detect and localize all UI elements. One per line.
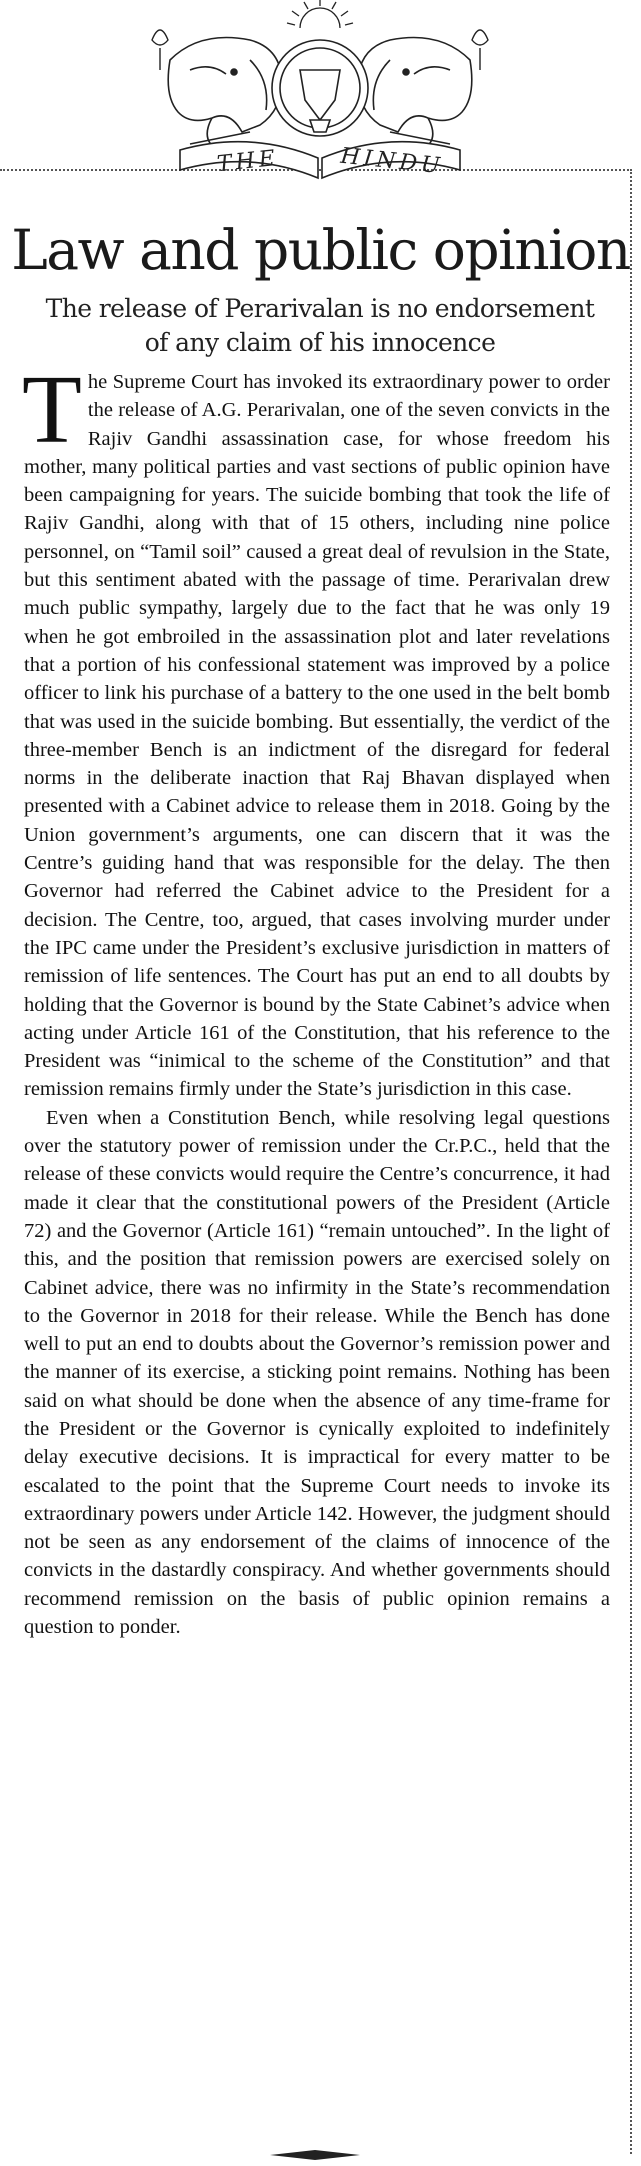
article-body <box>22 356 610 1641</box>
masthead-right-word: HINDU <box>339 143 445 180</box>
end-mark-icon <box>270 2150 360 2160</box>
subheadline: The release of Perarivalan is no endorsement of any claim of his innocence <box>45 294 595 357</box>
drop-cap: T <box>22 356 82 464</box>
paragraph-2: Even when a Constitution Bench, while resolving legal questions over the statutory power of remission under the Cr.P.C., held that the release of these convicts would require the Centre’s concurrence, it had made it clear that the constitutional powers of the President (Article 72) and the Governor (Article 161) “remain untouched”. In the light of this, and the position that remission powers are exercised solely on Cabinet advice, there was no infirmity in the State’s recommendation to the Governor in 2018 for their release. While the Bench has done well to put an end to doubts about the Governor’s remission power and the manner of its exercise, a sticking point remains. Nothing has been said on what should be done when the absence of any time-frame for the President or the Governor is cynically exploited to indefinitely delay executive decisions. It is impractical for every matter to be escalated to the point that the Supreme Court needs to invoke its extraordinary powers under Article 142. However, the judgment should not be seen as any endorsement of the claims of innocence of the convicts in the dastardly conspiracy. And whether governments should recommend remission on the basis of public opinion remains a question to ponder. <box>24 1106 610 1639</box>
paragraph-1-text: he Supreme Court has invoked its extraordinary power to order the release of A.G. Perarivalan, one of the seven convicts in the Rajiv Gandhi assassination case, for whose freedom his mother, many political parties and vast sections of public opinion have been campaigning for years. The suicide bombing that took the life of Rajiv Gandhi, along with that of 15 others, including nine police personnel, on “Tamil soil” caused a great deal of revulsion in the State, but this sentiment abated with the passage of time. Perarivalan drew much public sympathy, largely due to the fact that he was only 19 when he got embroiled in the assassination plot and later revelations that a portion of his confessional statement was improved by a police officer to link his purchase of a battery to the one used in the belt bomb that was used in the suicide bombing. But essentially, the verdict of the three-member Bench is an indictment of the disregard for federal norms in the deliberate inaction that Raj Bhavan displayed when presented with a Cabinet advice to release them in 2018. Going by the Union government’s arguments, one can discern that it was the Centre’s guiding hand that was responsible for the delay. The then Governor had referred the Cabinet advice to the President for a decision. The Centre, too, argued, that cases involving murder under the IPC came under the President’s exclusive jurisdiction in matters of remission of life sentences. The Court has put an end to all doubts by holding that the Governor is bound by the State Cabinet’s advice when acting under Article 161 of the Constitution, that his reference to the President was “inimical to the scheme of the Constitution” and that remission remains firmly under the State’s jurisdiction in this case. <box>24 371 610 1101</box>
dotted-border-right <box>630 169 632 2154</box>
headline: Law and public opinion <box>11 218 630 282</box>
masthead-left-word: THE <box>215 145 281 178</box>
the-hindu-masthead-logo <box>130 0 510 188</box>
paragraph-1 <box>22 356 610 1104</box>
